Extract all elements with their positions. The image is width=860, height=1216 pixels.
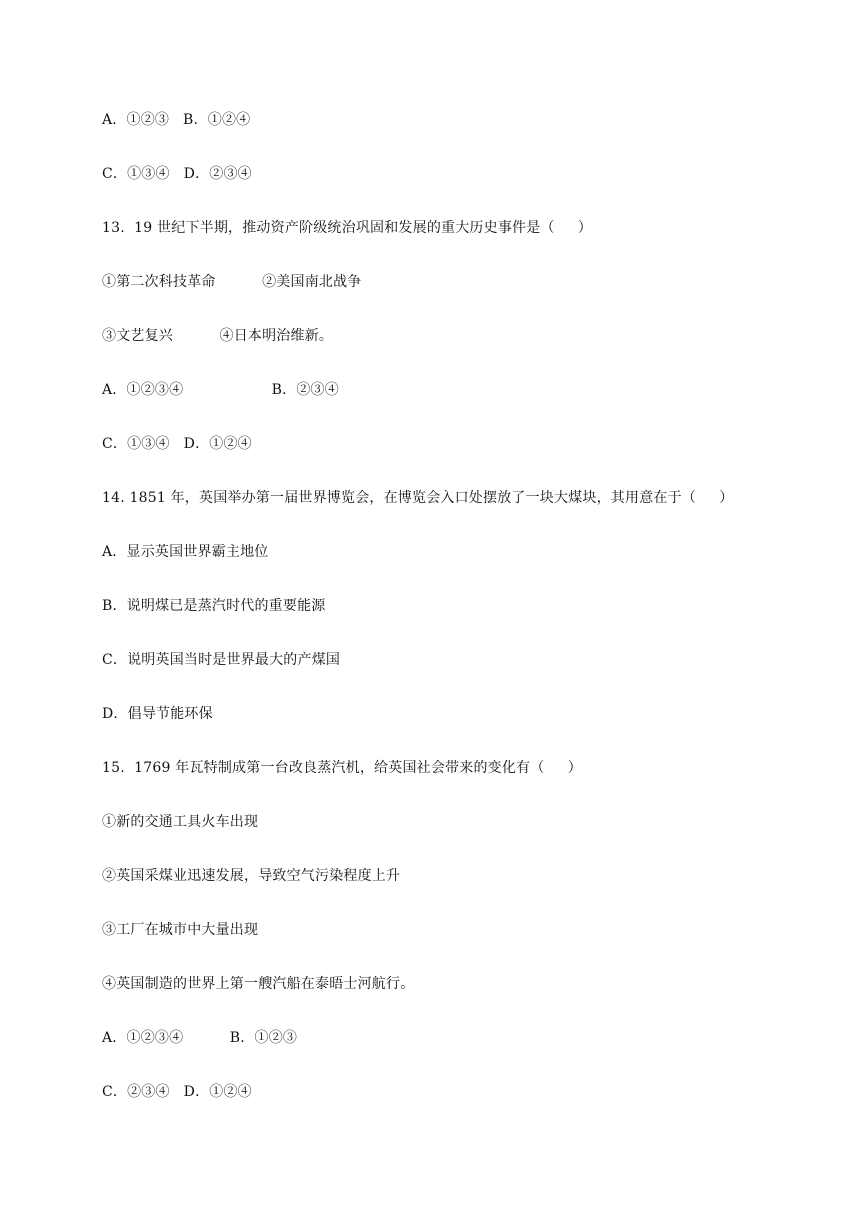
q13-items-3-4: ③文艺复兴 ④日本明治维新。 [102, 328, 334, 344]
q14-stem: 14. 1851 年，英国举办第一届世界博览会，在博览会入口处摆放了一块大煤块，其用意在于（ ） [102, 490, 734, 506]
q15-item-4: ④英国制造的世界上第一艘汽船在泰晤士河航行。 [102, 976, 415, 992]
q13-options-ab: A．①②③④ B．②③④ [102, 382, 339, 398]
q14-option-d: D．倡导节能环保 [102, 706, 213, 722]
q15-item-1: ①新的交通工具火车出现 [102, 814, 259, 830]
q13-items-1-2: ①第二次科技革命 ②美国南北战争 [102, 274, 362, 290]
q14-option-a: A．显示英国世界霸主地位 [102, 544, 269, 560]
q12-options-ab: A．①②③ B．①②④ [102, 112, 251, 128]
q15-item-3: ③工厂在城市中大量出现 [102, 922, 259, 938]
q14-option-c: C．说明英国当时是世界最大的产煤国 [102, 652, 341, 668]
q15-options-ab: A．①②③④ B．①②③ [102, 1030, 298, 1046]
q14-option-b: B．说明煤已是蒸汽时代的重要能源 [102, 598, 326, 614]
q15-item-2: ②英国采煤业迅速发展，导致空气污染程度上升 [102, 868, 401, 884]
q12-options-cd: C．①③④ D．②③④ [102, 166, 252, 182]
q13-options-cd: C．①③④ D．①②④ [102, 436, 252, 452]
q13-stem: 13. 19 世纪下半期，推动资产阶级统治巩固和发展的重大历史事件是（ ） [102, 220, 593, 236]
q15-options-cd: C．②③④ D．①②④ [102, 1084, 252, 1100]
q15-stem: 15. 1769 年瓦特制成第一台改良蒸汽机，给英国社会带来的变化有（ ） [102, 760, 582, 776]
